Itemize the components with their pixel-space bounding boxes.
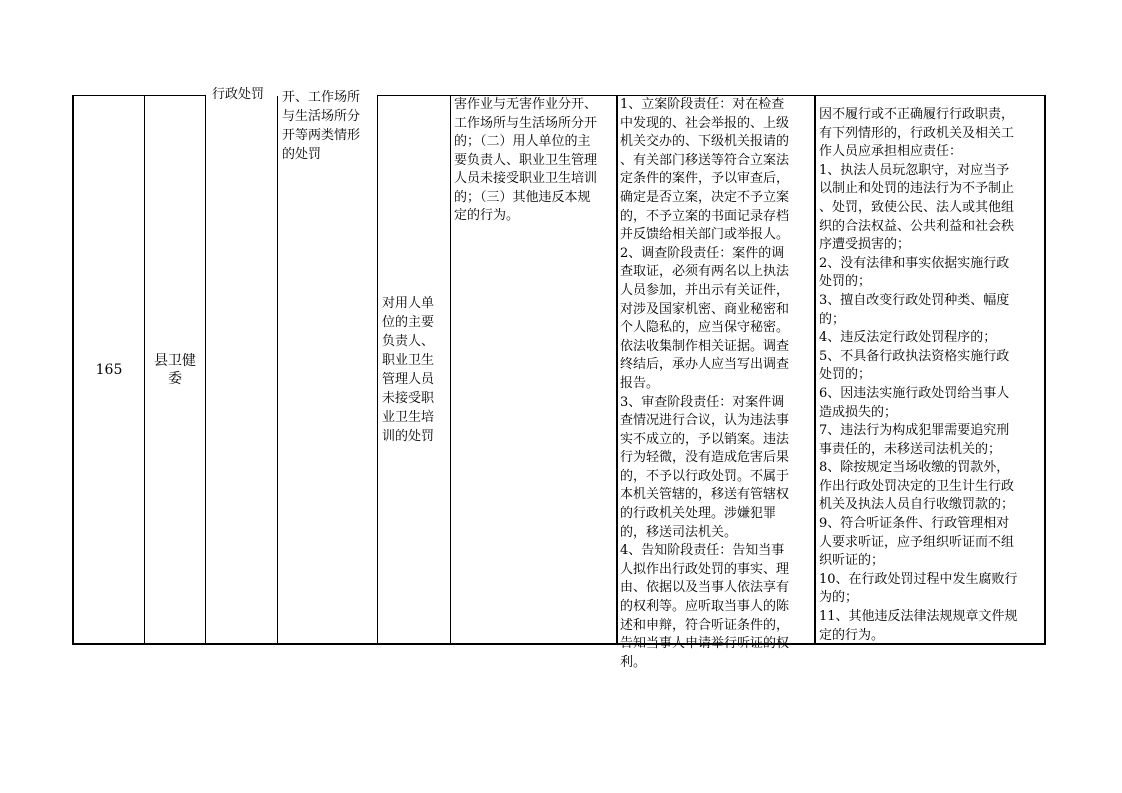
row-number (74, 96, 144, 643)
accountability-text: 因不履行或不正确履行行政职责， 有下列情形的，行政机关及相关工 作人员应承担相应责任： 1、执法人员玩忽职守，对应当予 以制止和处罚的违法行为不予制止 、处罚，致使公民、法人或其他组 织的合法权益、公共利益和社会秩 序遭受损害的； 2、没有法律和事实依据实施行政 处罚的； 3、擅自改变行政处罚种类、幅度 的； 4、违反法定行政处罚程序的； 5、不具备行政执法资格实施行政 处罚的； 6、因违法实施行政处罚给当事人 造成损失的； 7、违法行为构成犯罪需要追究刑 事责任的，未移送司法机关的； 8、除按规定当场收缴的罚款外， 作出行政处罚决定的卫生计生行政 机关及执法人员自行收缴罚款的； 9、符合听证条件、行政管理相对 人要求听证，应予组织听证而不组 织听证的； 10、在行政处罚过程中发生腐败行 为的； 11、其他违反法律法规规章文件规 定的行为。 (819, 107, 1018, 643)
responsibility-text: 1、立案阶段责任：对在检查 中发现的、社会举报的、上级 机关交办的、下级机关报请的 、有关部门移送等符合立案法 定条件的案件，予以审查后， 确定是否立案，决定不予立案 的，不予立案的书面记录存档 并反馈给相关部门或举报人。 2、调查阶段责任：案件的调 查取证，必须有两名以上执法 人员参加，并出示有关证件， 对涉及国家机密、商业秘密和 个人隐私的，应当保守秘密。 依法收集制作相关证据。调查 终结后，承办人应当写出调查 报告。 3、审查阶段责任：对案件调 查情况进行合议，认为违法事 实不成立的，予以销案。违法 行为轻微，没有造成危害后果 的，不予以行政处罚。不属于 本机关管辖的，移送有管辖权 的行政机关处理。涉嫌犯罪 的，移送司法机关。 4、告知阶段责任：告知当事 人拟作出行政处罚的事实、理 由、依据以及当事人依法享有 的权利等。应听取当事人的陈 述和申辩，符合听证条件的， 告知当事人申请举行听证的权 利。 (620, 97, 790, 670)
department-text: 县卫健 委 (154, 352, 196, 387)
sub-item-text: 对用人单 位的主要 负责人、 职业卫生 管理人员 未接受职 业卫生培 训的处罚 (382, 295, 435, 444)
basis-text: 害作业与无害作业分开、 工作场所与生活场所分开 的；（二）用人单位的主 要负责人、职业卫生管理 人员未接受职业卫生培训 的；（三）其他违反本规 定的行为。 (454, 97, 598, 223)
row-number-text: 165 (95, 361, 123, 378)
border-right (1044, 96, 1046, 644)
department-cell (145, 96, 205, 643)
responsibility-cell (618, 96, 814, 670)
sub-item-cell (378, 96, 450, 643)
basis-cell (451, 96, 616, 643)
category-cell (206, 87, 277, 643)
item-name-text: 开、工作场所 与生活场所分 开等两类情形 的处罚 (282, 90, 361, 162)
accountability-cell (816, 96, 1044, 643)
category-text: 行政处罚 (212, 87, 265, 102)
item-name-cell (278, 90, 377, 643)
